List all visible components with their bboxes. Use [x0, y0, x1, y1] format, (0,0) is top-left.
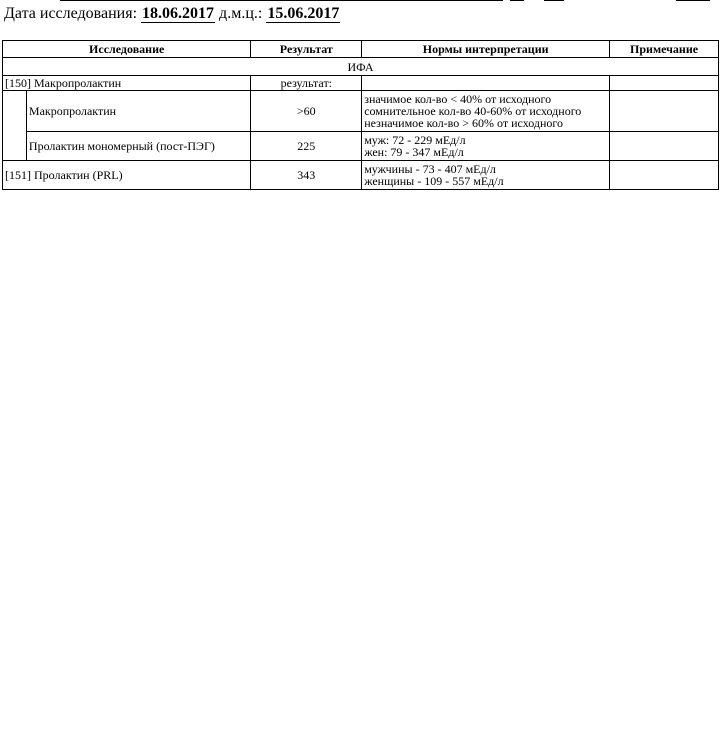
row-result: >60: [251, 91, 362, 132]
column-header-note: Примечание: [610, 41, 719, 58]
cycle-date-value: 15.06.2017: [267, 5, 340, 22]
table-row: [3, 91, 719, 132]
norm-line: муж: 72 - 229 мЕд/л: [364, 133, 466, 147]
row-name: Макропролактин: [26, 91, 251, 132]
row-result: 343: [251, 161, 362, 190]
norm-line: значимое кол-во < 40% от исходного: [364, 92, 552, 106]
study-header: [4, 4, 340, 24]
norm-line: незначимое кол-во > 60% от исходного: [364, 116, 564, 130]
row-result: 225: [251, 132, 362, 161]
top-rule-lines: [0, 0, 720, 3]
table-row: [3, 132, 719, 161]
group-result-label: результат:: [251, 76, 362, 91]
indent-cell: [3, 91, 27, 161]
group-note: [610, 76, 719, 91]
group-name: [150] Макропролактин: [3, 76, 251, 91]
table-row: [3, 161, 719, 190]
row-name: [151] Пролактин (PRL): [3, 161, 251, 190]
study-date-label: Дата исследования:: [4, 5, 138, 22]
group-row-macroprolactin: [3, 76, 719, 91]
row-note: [610, 91, 719, 132]
results-table: [2, 40, 719, 190]
section-row: [3, 58, 719, 76]
group-norms: [362, 76, 610, 91]
cycle-day-label: д.м.ц.:: [219, 5, 263, 22]
row-norms: [362, 132, 610, 161]
table-header-row: [3, 41, 719, 58]
row-name: Пролактин мономерный (пост-ПЭГ): [26, 132, 251, 161]
norm-line: жен: 79 - 347 мЕд/л: [364, 145, 464, 159]
row-note: [610, 132, 719, 161]
norm-line: сомнительное кол-во 40-60% от исходного: [364, 104, 582, 118]
row-norms: [362, 91, 610, 132]
column-header-study: Исследование: [3, 41, 251, 58]
norm-line: мужчины - 73 - 407 мЕд/л: [364, 162, 496, 176]
study-date-value: 18.06.2017: [142, 5, 215, 22]
section-title: ИФА: [3, 58, 719, 76]
row-note: [610, 161, 719, 190]
row-norms: [362, 161, 610, 190]
column-header-result: Результат: [251, 41, 362, 58]
column-header-norms: Нормы интерпретации: [362, 41, 610, 58]
norm-line: женщины - 109 - 557 мЕд/л: [364, 174, 504, 188]
